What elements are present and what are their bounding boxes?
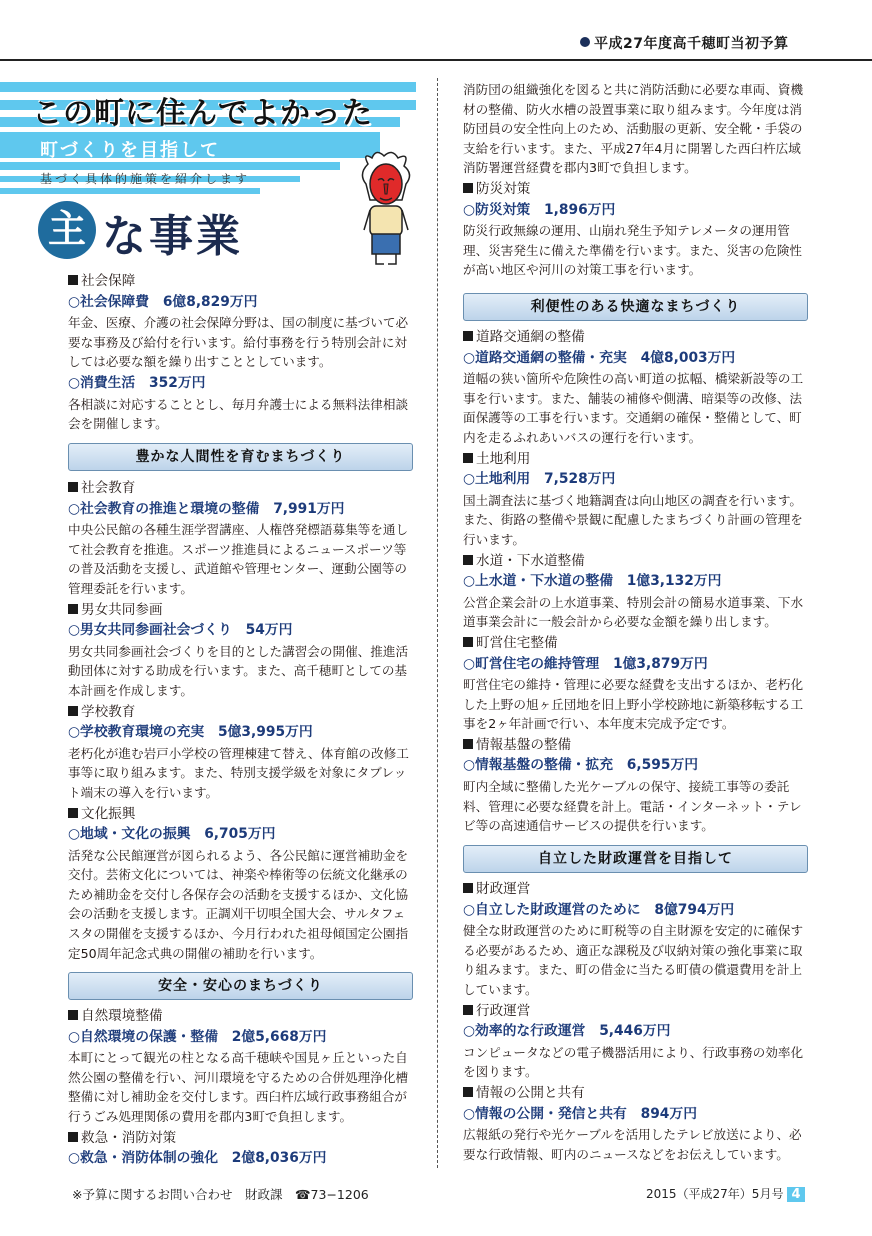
column-divider — [437, 78, 438, 1168]
budget-item: ○地域・文化の振興 6,705万円 — [68, 826, 276, 843]
square-bullet-icon — [68, 706, 78, 716]
section-heading: 行政運営 — [463, 1002, 808, 1022]
budget-item: ○男女共同参画社会づくり 54万円 — [68, 622, 293, 639]
item-description: 防災行政無線の運用、山崩れ発生予知テレメータの運用管理、災害発生に備えた準備を行います。また、災害の危険性が高い地区や河川の対策工事を行います。 — [463, 223, 803, 278]
header-rule — [0, 59, 872, 61]
square-bullet-icon — [463, 183, 473, 193]
item-description: 中央公民館の各種生涯学習講座、人権啓発標語募集等を通して社会教育を推進。スポーツ推進員によるニュースポーツ等の普及活動を支援し、武道館や管理センター、運動公園等の管理委託を行います。 — [68, 522, 409, 596]
section-heading: 情報基盤の整備 — [463, 736, 808, 756]
running-header — [580, 33, 788, 53]
item-description: 活発な公民館運営が図られるよう、各公民館に運営補助金を交付。芸術文化については、神楽や棒術等の伝統文化継承のため補助金を交付し各保存会の活動を支援するほか、文化協会の活動を支援します。正調刈干切唄全国大会、サルタフェスタの開催を支援するほか、今月行われた祖母傾国定公園指定50周年記念式典の開催の補助を行います。 — [68, 847, 409, 961]
square-bullet-icon — [68, 275, 78, 285]
budget-item: ○社会保障費 6億8,829万円 — [68, 293, 258, 310]
section-heading: 社会保障 — [68, 272, 413, 292]
page-title: この町に住んでよかった — [32, 96, 373, 131]
budget-item: ○自然環境の保護・整備 2億5,668万円 — [68, 1028, 327, 1045]
item-description: 国土調査法に基づく地籍調査は向山地区の調査を行います。また、街路の整備や景観に配慮したまちづくり計画の管理を行います。 — [463, 492, 803, 547]
section-band: 豊かな人間性を育むまちづくり — [68, 443, 413, 471]
item-description: 公営企業会計の上水道事業、特別会計の簡易水道事業、下水道事業会計に一般会計から必要な金額を繰り出します。 — [463, 594, 804, 630]
page-subtitle-2: 基づく具体的施策を紹介します — [40, 172, 251, 186]
square-bullet-icon — [463, 1005, 473, 1015]
item-description: 各相談に対応することとし、毎月弁護士による無料法律相談会を開催します。 — [68, 396, 409, 432]
item-description: コンピュータなどの電子機器活用により、行政事務の効率化を図ります。 — [463, 1044, 804, 1080]
item-description: 健全な財政運営のために町税等の自主財源を安定的に確保する必要があるため、適正な課税及び収納対策の強化事業に取り組みます。また、町の借金に当たる町債の償還費用を計上しています。 — [463, 923, 804, 997]
running-header-text: 平成27年度高千穂町当初予算 — [594, 36, 789, 52]
section-band: 自立した財政運営を目指して — [463, 845, 808, 873]
section-heading: 文化振興 — [68, 805, 413, 825]
section-band: 利便性のある快適なまちづくり — [463, 293, 808, 321]
left-column-bottom — [68, 1007, 413, 1170]
item-description: 本町にとって観光の柱となる高千穂峡や国見ヶ丘といった自然公園の整備を行い、河川環境を守るための合併処理浄化槽整備に対し補助金を交付します。西臼杵広域行政事務組合が行うごみ処理関係の費用を郡内3町で負担します。 — [68, 1050, 409, 1124]
budget-item: ○上水道・下水道の整備 1億3,132万円 — [463, 573, 722, 590]
budget-item: ○効率的な行政運営 5,446万円 — [463, 1023, 671, 1040]
title-stripe — [0, 188, 260, 194]
item-description: 町内全域に整備した光ケーブルの保守、接続工事等の委託料、管理に必要な経費を計上。電話・インターネット・テレビ等の高速通信サービスの提供を行います。 — [463, 779, 802, 834]
square-bullet-icon — [463, 453, 473, 463]
main-char-circle: 主 — [38, 201, 96, 259]
item-description: 町営住宅の維持・管理に必要な経費を支出するほか、老朽化した上野の旭ヶ丘団地を旧上野小学校跡地に新築移転する工事を2ヶ年計画で行い、本年度末完成予定です。 — [463, 677, 804, 732]
main-heading: な事業 — [102, 211, 243, 262]
title-stripe — [0, 162, 340, 170]
budget-item: ○町営住宅の維持管理 1億3,879万円 — [463, 655, 708, 672]
item-description: 男女共同参画社会づくりを目的とした講習会の開催、推進活動団体に対する助成を行います。また、高千穂町としての基本計画を作成します。 — [68, 643, 409, 698]
section-heading: 救急・消防対策 — [68, 1129, 413, 1149]
budget-item: ○学校教育環境の充実 5億3,995万円 — [68, 724, 313, 741]
budget-item: ○防災対策 1,896万円 — [463, 201, 616, 218]
right-column-middle — [463, 328, 808, 838]
right-column-bottom — [463, 880, 808, 1166]
page-subtitle: 町づくりを目指して — [40, 140, 220, 161]
square-bullet-icon — [463, 739, 473, 749]
issue-date: 2015（平成27年）5月号 — [646, 1187, 784, 1201]
item-description: 広報紙の発行や光ケーブルを活用したテレビ放送により、必要な行政情報、町内のニュースなどをお伝えしています。 — [463, 1127, 802, 1162]
section-heading: 土地利用 — [463, 450, 808, 470]
square-bullet-icon — [463, 637, 473, 647]
square-bullet-icon — [68, 604, 78, 614]
section-heading: 男女共同参画 — [68, 601, 413, 621]
section-heading: 社会教育 — [68, 479, 413, 499]
budget-item: ○救急・消防体制の強化 2億8,036万円 — [68, 1150, 327, 1167]
section-heading: 水道・下水道整備 — [463, 552, 808, 572]
budget-item: ○情報の公開・発信と共有 894万円 — [463, 1105, 697, 1122]
section-band: 安全・安心のまちづくり — [68, 972, 413, 1000]
budget-item: ○道路交通網の整備・充実 4億8,003万円 — [463, 349, 736, 366]
budget-item: ○情報基盤の整備・拡充 6,595万円 — [463, 757, 699, 774]
square-bullet-icon — [68, 808, 78, 818]
square-bullet-icon — [463, 1087, 473, 1097]
section-heading: 自然環境整備 — [68, 1007, 413, 1027]
budget-item: ○土地利用 7,528万円 — [463, 471, 616, 488]
mascot-illustration — [354, 150, 418, 268]
square-bullet-icon — [68, 482, 78, 492]
left-column-top — [68, 272, 413, 436]
section-heading: 町営住宅整備 — [463, 634, 808, 654]
budget-item: ○社会教育の推進と環境の整備 7,991万円 — [68, 500, 345, 517]
bullet-dot-icon — [580, 37, 590, 47]
square-bullet-icon — [463, 331, 473, 341]
item-description: 年金、医療、介護の社会保障分野は、国の制度に基づいて必要な事務及び給付を行います。給付事務を行う特別会計に対しては必要な額を繰り出すこととしています。 — [68, 315, 409, 370]
item-description: 消防団の組織強化を図ると共に消防活動に必要な車両、資機材の整備、防火水槽の設置事業に取り組みます。今年度は消防団員の安全性向上のため、活動服の更新、安全靴・手袋の支給を行います。また、平成27年4月に開署した西臼杵広域消防署運営経費を郡内3町で負担します。 — [463, 82, 804, 176]
left-column-middle — [68, 479, 413, 965]
item-description: 道幅の狭い箇所や危険性の高い町道の拡幅、橋梁新設等の工事を行います。また、舗装の補修や側溝、暗渠等の改修、法面保護等の工事を行います。交通網の確保・整備として、町内を走るふれあいバスの運行を行います。 — [463, 371, 804, 445]
issue-info — [646, 1185, 805, 1202]
square-bullet-icon — [463, 883, 473, 893]
section-heading: 財政運営 — [463, 880, 808, 900]
square-bullet-icon — [68, 1132, 78, 1142]
section-heading: 学校教育 — [68, 703, 413, 723]
section-heading: 防災対策 — [463, 180, 808, 200]
page-number: 4 — [787, 1187, 804, 1202]
budget-item: ○消費生活 352万円 — [68, 374, 206, 391]
section-heading: 情報の公開と共有 — [463, 1084, 808, 1104]
section-heading: 道路交通網の整備 — [463, 328, 808, 348]
budget-item: ○自立した財政運営のために 8億794万円 — [463, 901, 735, 918]
square-bullet-icon — [68, 1010, 78, 1020]
right-column-top — [463, 80, 808, 282]
contact-note: ※予算に関するお問い合わせ 財政課 ☎73−1206 — [72, 1187, 369, 1202]
square-bullet-icon — [463, 555, 473, 565]
item-description: 老朽化が進む岩戸小学校の管理棟建て替え、体育館の改修工事等に取り組みます。また、特別支援学級を対象にタブレット端末の導入を行います。 — [68, 745, 409, 800]
